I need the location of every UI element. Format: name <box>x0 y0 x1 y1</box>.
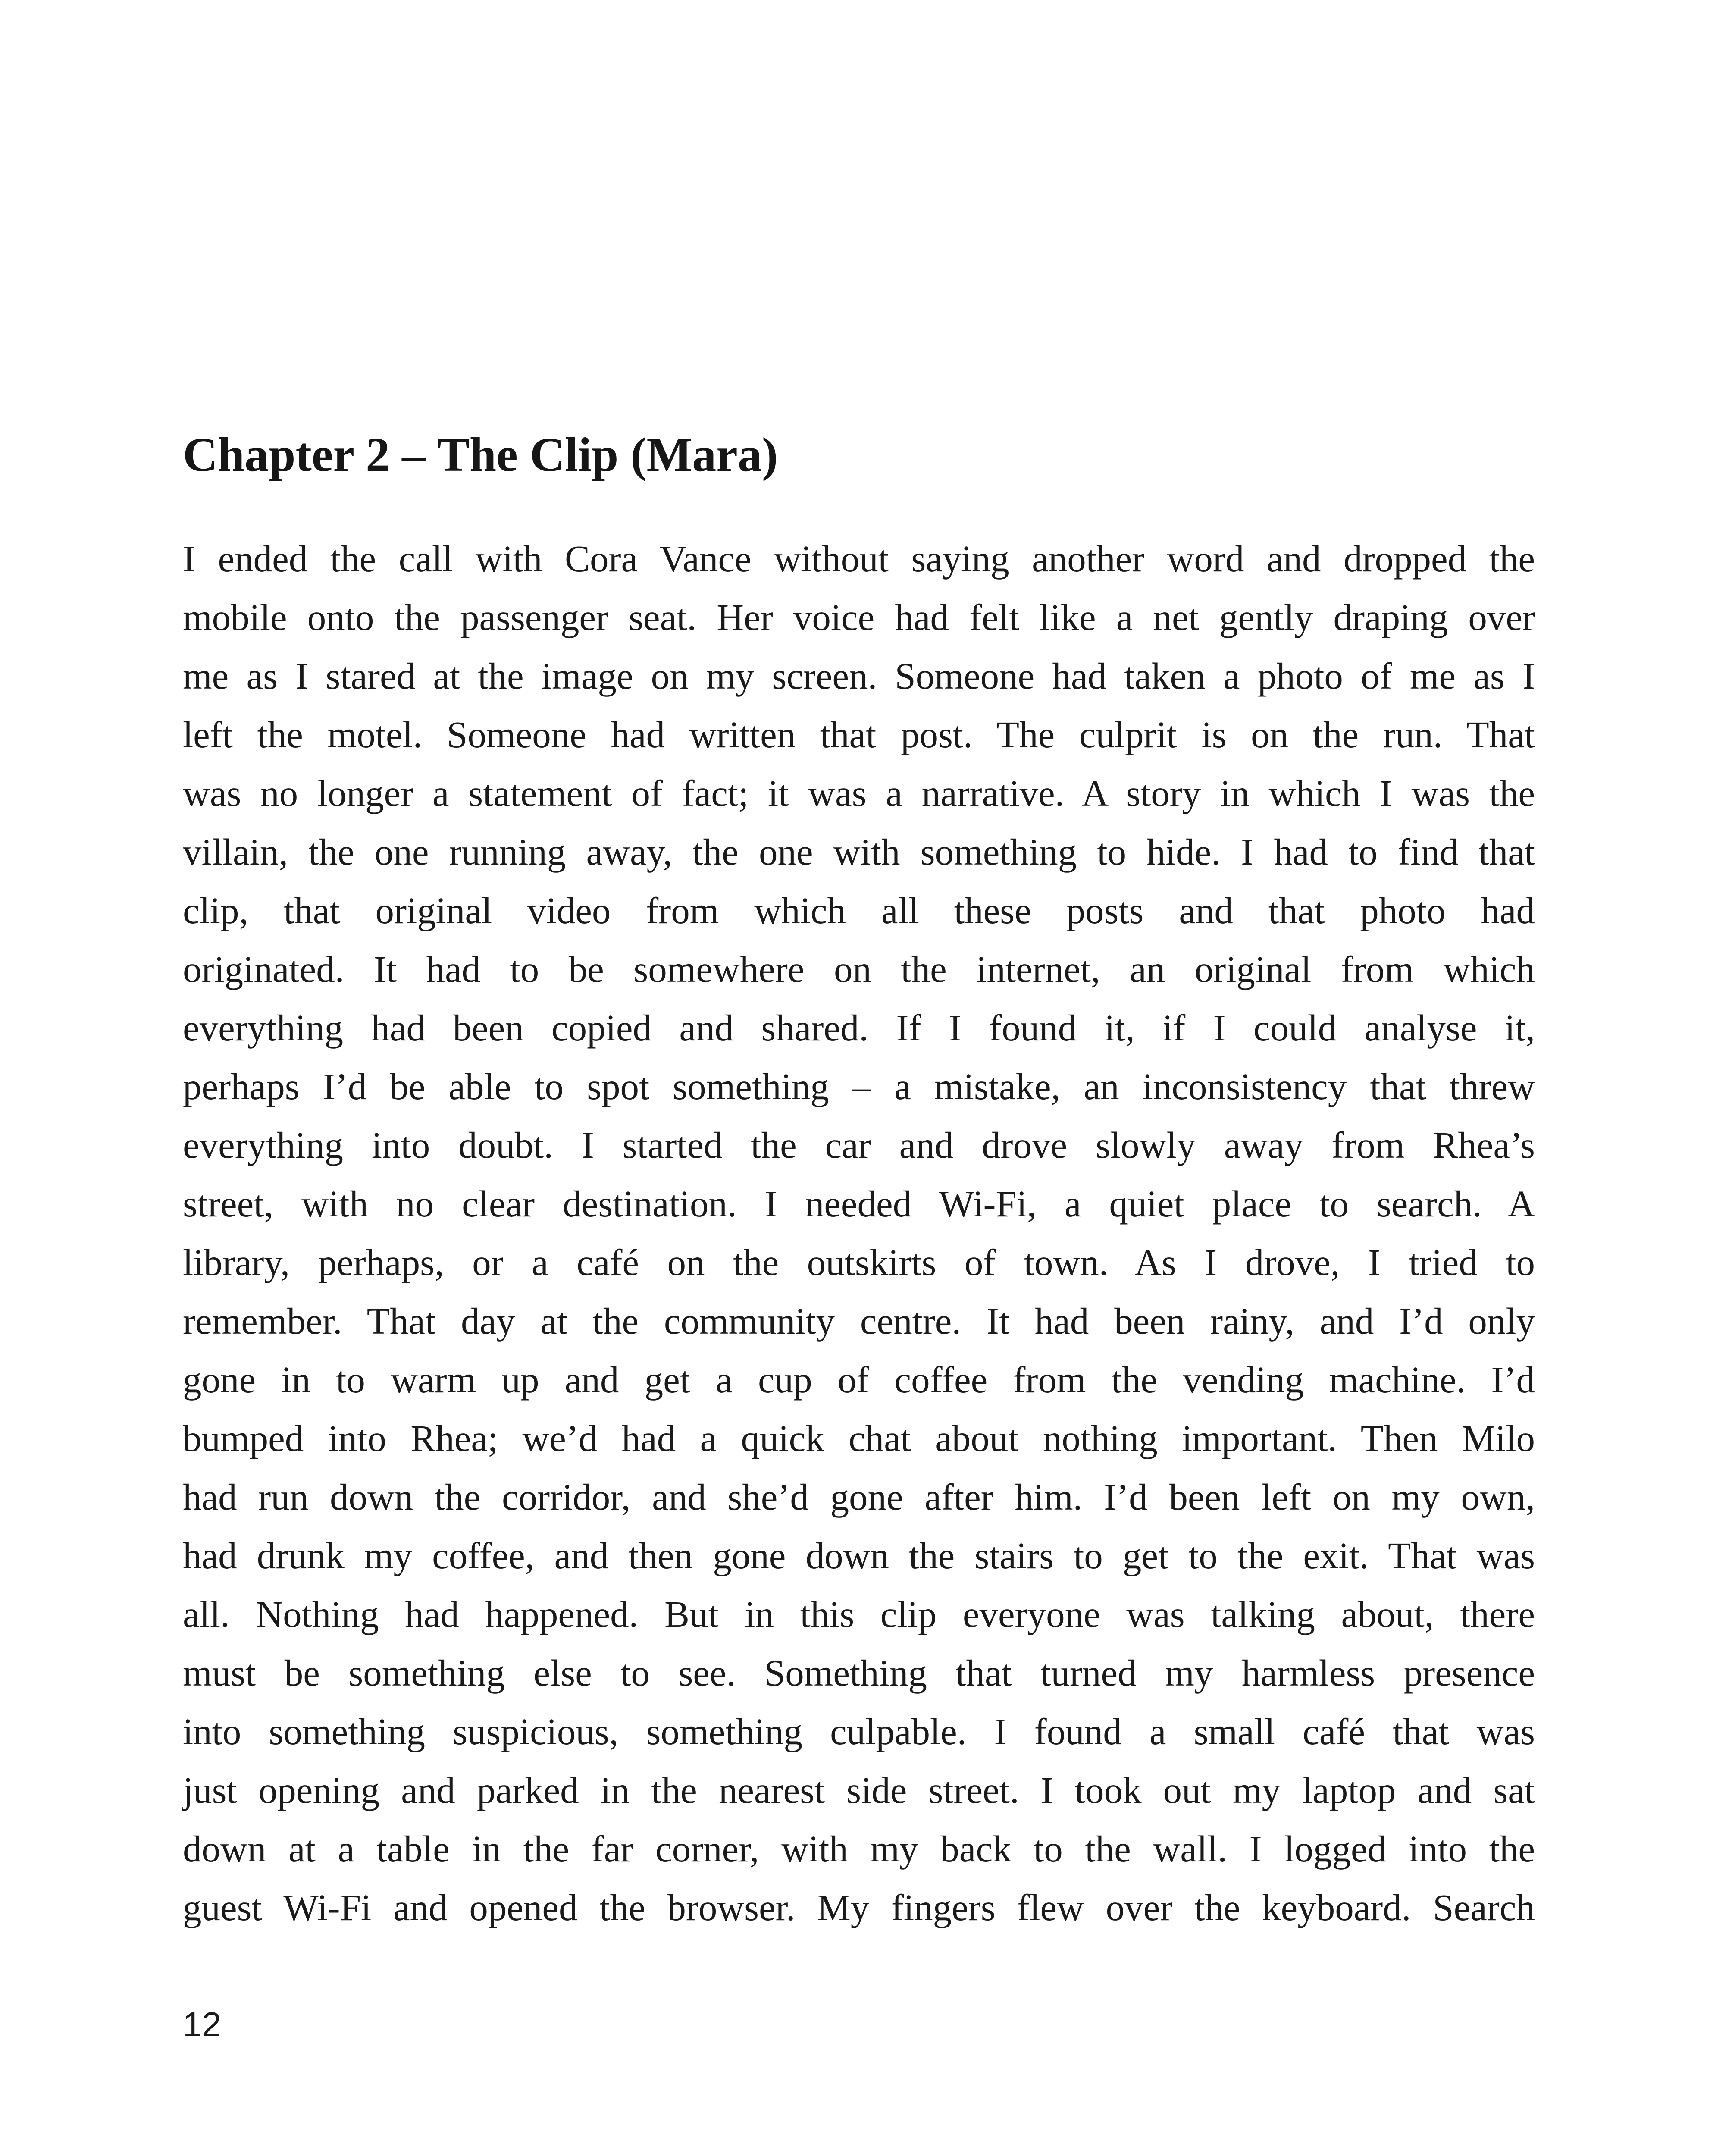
body-line: perhaps I’d be able to spot something – a mistake, an inconsistency that threw <box>183 1065 1535 1107</box>
body-line: mobile onto the passenger seat. Her voice had felt like a net gently draping over <box>183 596 1535 638</box>
body-line: gone in to warm up and get a cup of coffee from the vending machine. I’d <box>183 1359 1535 1401</box>
body-line: me as I stared at the image on my screen. Someone had taken a photo of me as I <box>183 655 1535 697</box>
body-line: all. Nothing had happened. But in this clip everyone was talking about, there <box>183 1593 1535 1635</box>
body-line: villain, the one running away, the one with something to hide. I had to find that <box>183 831 1535 873</box>
chapter-body <box>183 530 1535 1937</box>
body-line: everything into doubt. I started the car and drove slowly away from Rhea’s <box>183 1124 1535 1166</box>
body-line: had run down the corridor, and she’d gone after him. I’d been left on my own, <box>183 1476 1535 1518</box>
body-line: had drunk my coffee, and then gone down the stairs to get to the exit. That was <box>183 1535 1535 1576</box>
body-line: just opening and parked in the nearest side street. I took out my laptop and sat <box>183 1769 1535 1811</box>
body-line: must be something else to see. Something that turned my harmless presence <box>183 1652 1535 1694</box>
body-line: into something suspicious, something culpable. I found a small café that was <box>183 1711 1535 1752</box>
body-line: everything had been copied and shared. If I found it, if I could analyse it, <box>183 1007 1535 1049</box>
body-line: bumped into Rhea; we’d had a quick chat about nothing important. Then Milo <box>183 1417 1535 1459</box>
body-line: clip, that original video from which all these posts and that photo had <box>183 890 1535 931</box>
body-line: down at a table in the far corner, with my back to the wall. I logged into the <box>183 1828 1535 1870</box>
body-line: originated. It had to be somewhere on the internet, an original from which <box>183 948 1535 990</box>
chapter-title: Chapter 2 – The Clip (Mara) <box>183 428 778 482</box>
body-line: library, perhaps, or a café on the outskirts of town. As I drove, I tried to <box>183 1241 1535 1283</box>
body-line: guest Wi-Fi and opened the browser. My fingers flew over the keyboard. Search <box>183 1887 1535 1928</box>
page-number: 12 <box>183 2005 221 2043</box>
body-line: street, with no clear destination. I needed Wi-Fi, a quiet place to search. A <box>183 1183 1535 1225</box>
body-line: remember. That day at the community centre. It had been rainy, and I’d only <box>183 1300 1535 1342</box>
body-line: was no longer a statement of fact; it was a narrative. A story in which I was the <box>183 772 1535 814</box>
body-line: I ended the call with Cora Vance without saying another word and dropped the <box>183 538 1535 580</box>
body-line: left the motel. Someone had written that post. The culprit is on the run. That <box>183 714 1535 755</box>
